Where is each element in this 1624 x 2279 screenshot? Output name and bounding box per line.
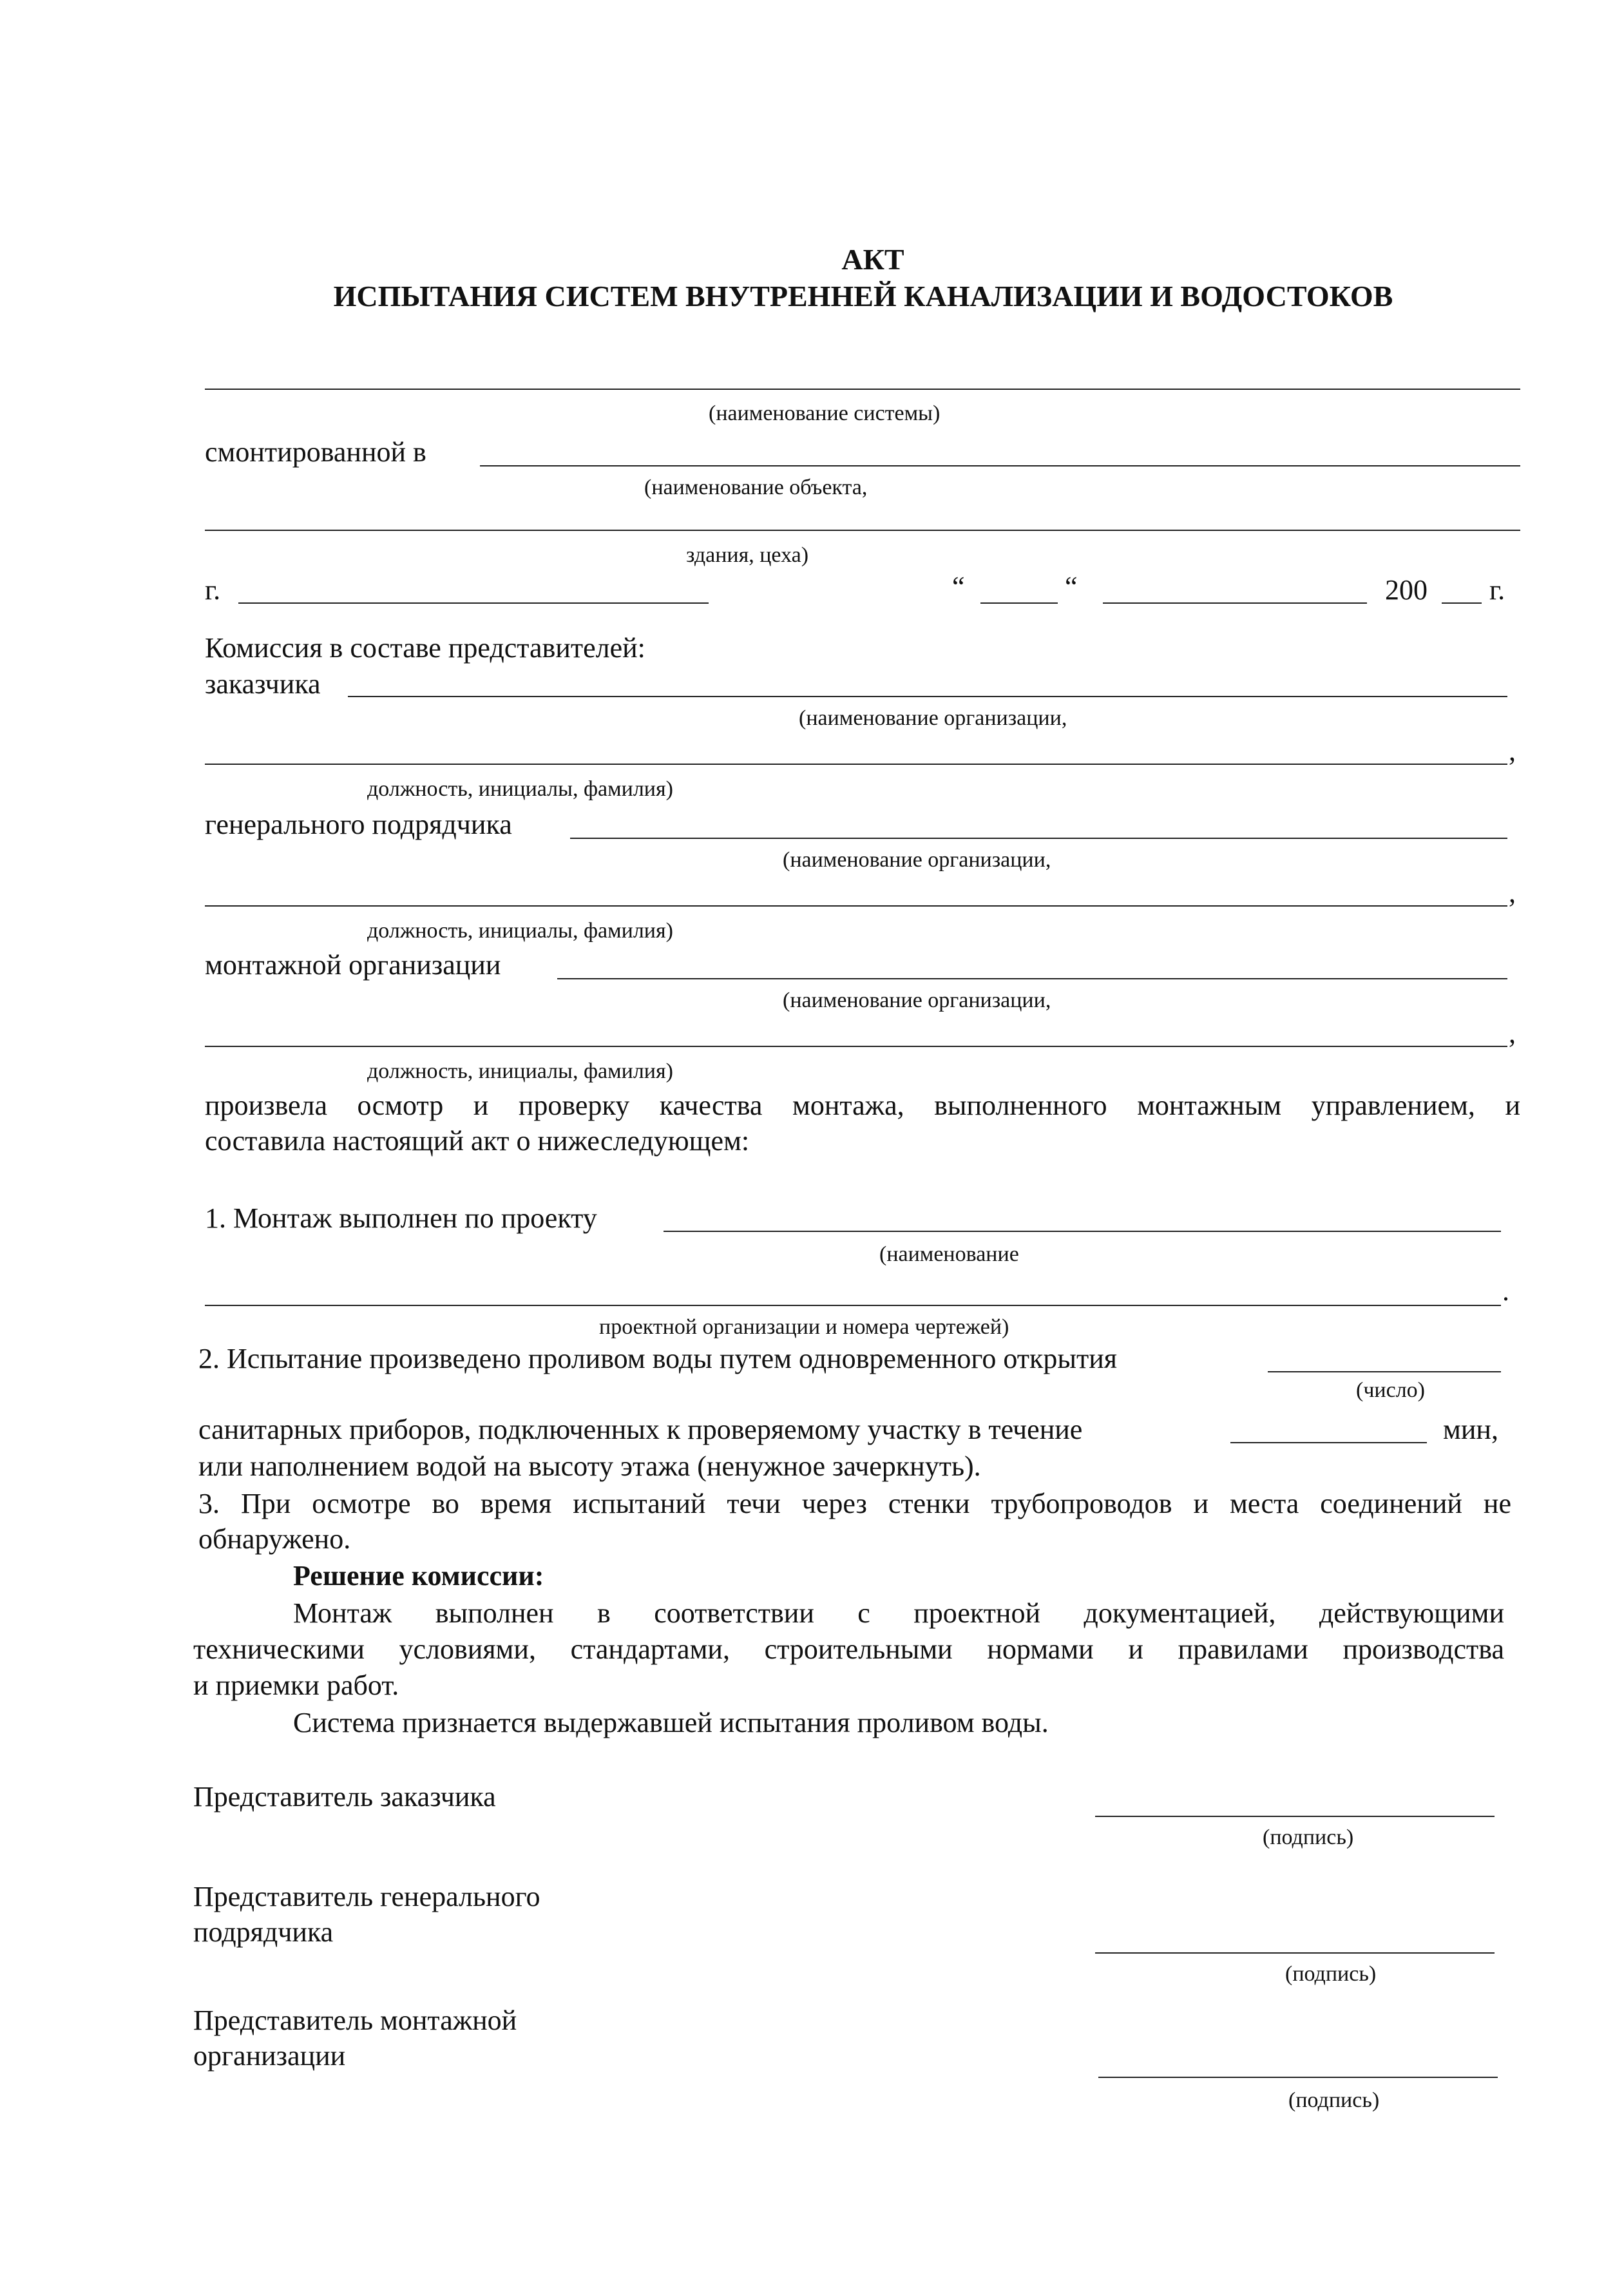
building-hint: здания, цеха) — [686, 543, 809, 567]
year-suffix: г. — [1489, 574, 1505, 606]
installer-signature-hint: (подпись) — [1288, 2088, 1380, 2112]
item2-line-3: или наполнением водой на высоту этажа (ненужное зачеркнуть). — [198, 1450, 981, 1482]
item2-count-line[interactable] — [1268, 1371, 1501, 1372]
general-person-hint: должность, инициалы, фамилия) — [367, 919, 673, 943]
installer-org-line[interactable] — [557, 978, 1507, 979]
commission-intro: Комиссия в составе представителей: — [205, 632, 645, 664]
city-label: г. — [205, 574, 221, 606]
installer-person-hint: должность, инициалы, фамилия) — [367, 1059, 673, 1083]
general-rep-label-2: подрядчика — [193, 1916, 334, 1948]
installer-comma: , — [1509, 1017, 1516, 1049]
customer-org-hint: (наименование организации, — [799, 706, 1067, 730]
city-line[interactable] — [238, 602, 709, 604]
installer-signature-line[interactable] — [1098, 2077, 1498, 2078]
year-prefix: 200 — [1385, 574, 1428, 606]
customer-person-line[interactable] — [205, 764, 1507, 765]
general-org-line[interactable] — [570, 838, 1507, 839]
customer-rep-label: Представитель заказчика — [193, 1781, 496, 1813]
customer-comma: , — [1509, 735, 1516, 767]
date-open-quote: “ — [952, 571, 965, 602]
general-contractor-label: генерального подрядчика — [205, 809, 512, 840]
customer-label: заказчика — [205, 668, 321, 700]
decision-p2: Система признается выдержавшей испытания проливом воды. — [293, 1707, 1049, 1738]
object-name-hint: (наименование объекта, — [644, 476, 868, 499]
item2-count-hint: (число) — [1356, 1378, 1425, 1402]
decision-p1-line-2: техническими условиями, стандартами, строительными нормами и правилами производства — [193, 1633, 1504, 1665]
item1-hint-2: проектной организации и номера чертежей) — [599, 1315, 1009, 1339]
system-name-line[interactable] — [205, 389, 1520, 390]
year-line[interactable] — [1442, 602, 1482, 604]
general-signature-hint: (подпись) — [1285, 1962, 1377, 1986]
mounted-in-label: смонтированной в — [205, 436, 426, 468]
item1-text: 1. Монтаж выполнен по проекту — [205, 1202, 597, 1234]
decision-p1-line-1: Монтаж выполнен в соответствии с проектной документацией, действующими — [293, 1597, 1504, 1629]
date-day-line[interactable] — [980, 602, 1058, 604]
installer-rep-label-2: организации — [193, 2040, 346, 2072]
object-name-line[interactable] — [480, 465, 1520, 466]
installer-person-line[interactable] — [205, 1046, 1507, 1047]
date-close-quote: “ — [1065, 571, 1078, 602]
item3-line-1: 3. При осмотре во время испытаний течи через стенки трубопроводов и места соединений не — [198, 1488, 1511, 1519]
item3-line-2: обнаружено. — [198, 1523, 351, 1555]
item2-unit: мин, — [1443, 1414, 1498, 1445]
item1-hint-1: (наименование — [879, 1242, 1019, 1266]
decision-p1-line-3: и приемки работ. — [193, 1669, 399, 1701]
body-intro-line-1: произвела осмотр и проверку качества монтажа, выполненного монтажным управлением, и — [205, 1090, 1520, 1121]
installer-rep-label-1: Представитель монтажной — [193, 2005, 517, 2036]
item1-period: . — [1502, 1275, 1509, 1307]
item2-text: 2. Испытание произведено проливом воды путем одновременного открытия — [198, 1343, 1117, 1374]
item1-project-line-2[interactable] — [205, 1305, 1501, 1306]
date-month-line[interactable] — [1103, 602, 1367, 604]
object-name-line-2[interactable] — [205, 530, 1520, 531]
customer-signature-hint: (подпись) — [1263, 1825, 1354, 1849]
title-line-2: ИСПЫТАНИЯ СИСТЕМ ВНУТРЕННЕЙ КАНАЛИЗАЦИИ И ВОДОСТОКОВ — [333, 280, 1393, 313]
customer-signature-line[interactable] — [1095, 1816, 1495, 1817]
general-org-hint: (наименование организации, — [783, 848, 1051, 872]
customer-person-hint: должность, инициалы, фамилия) — [367, 777, 673, 801]
decision-heading: Решение комиссии: — [293, 1560, 544, 1591]
installer-label: монтажной организации — [205, 949, 501, 981]
general-signature-line[interactable] — [1095, 1952, 1495, 1954]
item2-continuation: санитарных приборов, подключенных к проверяемому участку в течение — [198, 1414, 1083, 1445]
general-rep-label-1: Представитель генерального — [193, 1881, 540, 1912]
title-line-1: АКТ — [841, 243, 904, 276]
body-intro-line-2: составила настоящий акт о нижеследующем: — [205, 1125, 750, 1157]
item1-project-line[interactable] — [664, 1231, 1501, 1232]
general-comma: , — [1509, 877, 1516, 909]
general-person-line[interactable] — [205, 905, 1507, 907]
system-name-hint: (наименование системы) — [709, 401, 941, 425]
item2-minutes-line[interactable] — [1230, 1442, 1427, 1443]
installer-org-hint: (наименование организации, — [783, 988, 1051, 1012]
customer-org-line[interactable] — [348, 696, 1507, 697]
